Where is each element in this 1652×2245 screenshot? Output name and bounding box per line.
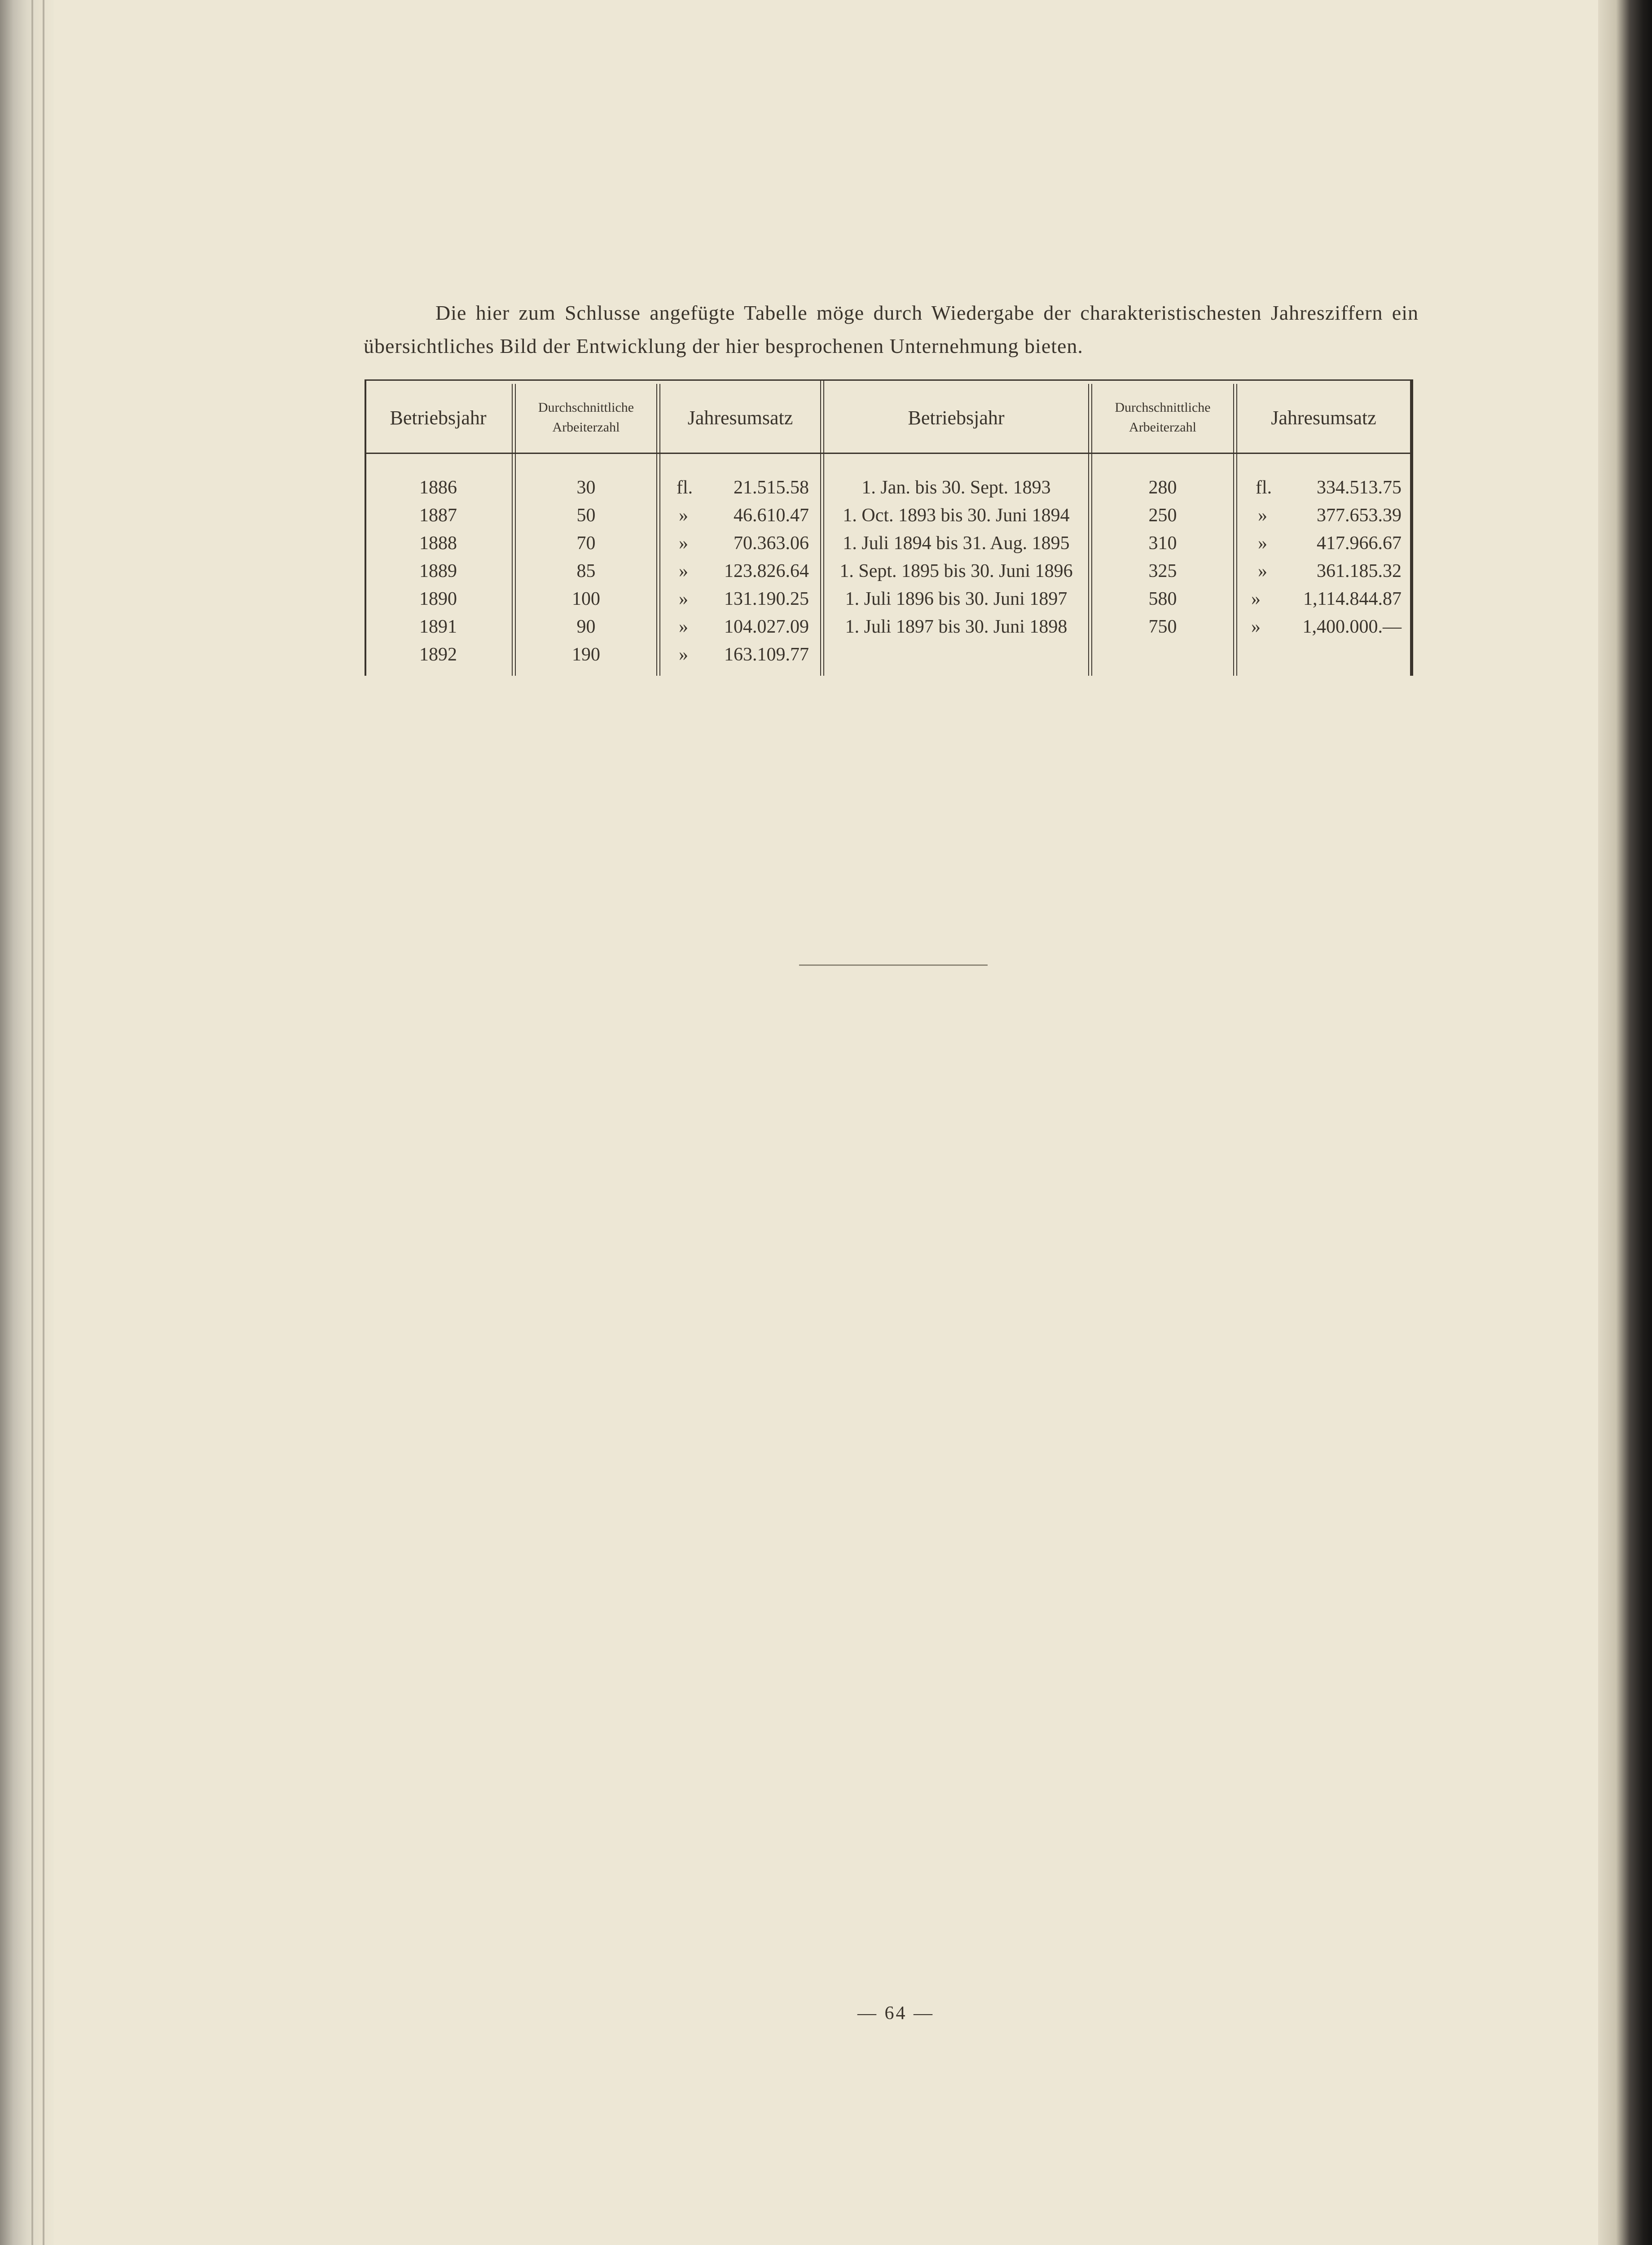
section-divider-rule (799, 964, 988, 966)
page-edge-right (1598, 0, 1652, 2245)
cell-turnover: 104.027.09 (724, 616, 809, 637)
cell-year: 1892 (419, 644, 457, 665)
cell-workers: 310 (1148, 533, 1177, 554)
cell-currency: » (679, 533, 688, 554)
cell-turnover: 70.363.06 (734, 533, 809, 554)
column-divider (1233, 384, 1234, 676)
cell-currency: » (679, 644, 688, 665)
intro-line-2: übersichtliches Bild der Entwicklung der hier besprochenen Unternehmung bieten. (364, 335, 1083, 357)
cell-currency: » (679, 561, 688, 581)
header-arbeiterzahl-line1: Durchschnittliche (1115, 400, 1211, 415)
cell-workers: 50 (576, 505, 596, 526)
cell-turnover: 377.653.39 (1317, 505, 1402, 526)
cell-turnover: 163.109.77 (724, 644, 809, 665)
table-header-rule (365, 453, 1413, 454)
table-top-border (365, 379, 1413, 381)
cell-workers: 250 (1148, 505, 1177, 526)
cell-turnover: 46.610.47 (734, 505, 809, 526)
column-divider (512, 384, 513, 676)
cell-workers: 100 (572, 589, 600, 609)
cell-year: 1886 (419, 477, 457, 498)
cell-currency: » (679, 589, 688, 609)
cell-turnover: 417.966.67 (1317, 533, 1402, 554)
cell-workers: 580 (1148, 589, 1177, 609)
header-arbeiterzahl-right (1092, 384, 1233, 451)
cell-period: 1. Sept. 1895 bis 30. Juni 1896 (839, 561, 1073, 581)
binding-stripe (43, 0, 44, 2245)
cell-workers: 70 (576, 533, 596, 554)
cell-currency: » (679, 616, 688, 637)
cell-period: 1. Juli 1896 bis 30. Juni 1897 (845, 589, 1068, 609)
cell-period: 1. Juli 1897 bis 30. Juni 1898 (845, 616, 1068, 637)
cell-workers: 190 (572, 644, 600, 665)
header-betriebsjahr-right: Betriebsjahr (908, 406, 1005, 429)
cell-currency: » (1258, 561, 1267, 581)
cell-turnover: 361.185.32 (1317, 561, 1402, 581)
cell-currency: » (679, 505, 688, 526)
cell-workers: 90 (576, 616, 596, 637)
header-arbeiterzahl-left (516, 384, 656, 451)
cell-workers: 280 (1148, 477, 1177, 498)
cell-year: 1889 (419, 561, 457, 581)
page-number: — 64 — (857, 2003, 934, 2024)
cell-currency: » (1251, 589, 1261, 609)
intro-paragraph (364, 296, 1419, 363)
header-jahresumsatz-left: Jahresumsatz (687, 406, 793, 429)
cell-workers: 325 (1148, 561, 1177, 581)
cell-workers: 30 (576, 477, 596, 498)
cell-workers: 85 (576, 561, 596, 581)
header-arbeiterzahl-line2: Arbeiterzahl (552, 420, 620, 435)
cell-turnover: 131.190.25 (724, 589, 809, 609)
cell-year: 1888 (419, 533, 457, 554)
cell-currency: » (1258, 533, 1267, 554)
book-binding-left (0, 0, 54, 2245)
cell-turnover: 1,114.844.87 (1303, 589, 1402, 609)
column-divider (820, 379, 821, 676)
header-arbeiterzahl-line1: Durchschnittliche (538, 400, 634, 415)
cell-year: 1890 (419, 589, 457, 609)
cell-period: 1. Jan. bis 30. Sept. 1893 (861, 477, 1051, 498)
cell-currency: » (1251, 616, 1261, 637)
header-arbeiterzahl-line2: Arbeiterzahl (1129, 420, 1196, 435)
cell-year: 1891 (419, 616, 457, 637)
header-jahresumsatz-right: Jahresumsatz (1271, 406, 1376, 429)
cell-workers: 750 (1148, 616, 1177, 637)
cell-turnover: 334.513.75 (1317, 477, 1402, 498)
cell-period: 1. Oct. 1893 bis 30. Juni 1894 (843, 505, 1070, 526)
table-right-border (1410, 379, 1413, 676)
cell-currency: fl. (677, 477, 693, 498)
intro-line-1: Die hier zum Schlusse angefügte Tabelle möge durch Wiedergabe der charakteristischesten Jahresziffern ein (435, 301, 1419, 324)
header-betriebsjahr-left: Betriebsjahr (390, 406, 487, 429)
cell-currency: fl. (1256, 477, 1272, 498)
binding-stripe (31, 0, 33, 2245)
statistics-table (365, 379, 1413, 676)
column-divider (656, 384, 657, 676)
cell-year: 1887 (419, 505, 457, 526)
cell-turnover: 21.515.58 (734, 477, 809, 498)
cell-turnover: 1,400.000.— (1302, 616, 1402, 637)
cell-period: 1. Juli 1894 bis 31. Aug. 1895 (843, 533, 1070, 554)
cell-currency: » (1258, 505, 1267, 526)
cell-turnover: 123.826.64 (724, 561, 809, 581)
column-divider (1088, 384, 1089, 676)
